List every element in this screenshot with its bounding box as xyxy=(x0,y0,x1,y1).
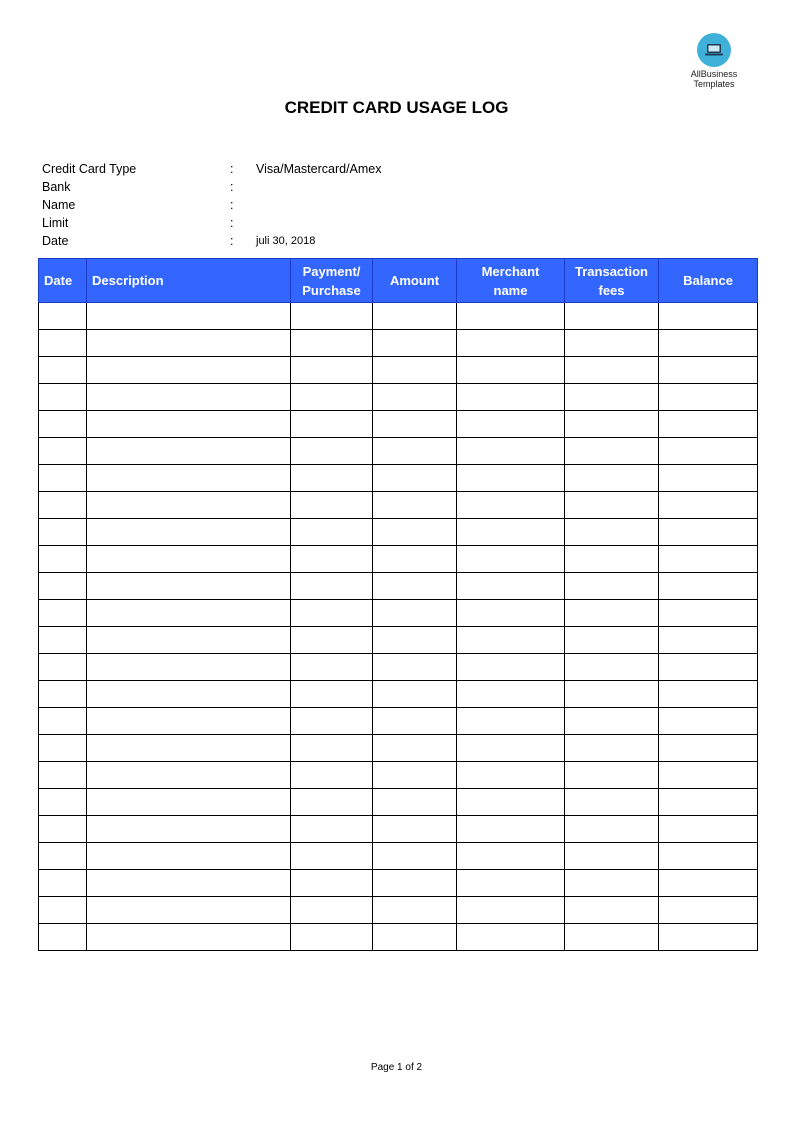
cell-transaction-fees[interactable] xyxy=(565,789,659,816)
info-row-limit xyxy=(42,214,542,232)
cell-payment-purchase[interactable] xyxy=(291,303,373,330)
cell-amount[interactable] xyxy=(373,330,457,357)
cell-amount[interactable] xyxy=(373,843,457,870)
cell-amount[interactable] xyxy=(373,654,457,681)
cell-description[interactable] xyxy=(87,600,291,627)
cell-date[interactable] xyxy=(39,438,87,465)
cell-payment-purchase[interactable] xyxy=(291,492,373,519)
cell-transaction-fees[interactable] xyxy=(565,897,659,924)
cell-transaction-fees[interactable] xyxy=(565,519,659,546)
table-row xyxy=(39,654,758,681)
cell-date[interactable] xyxy=(39,492,87,519)
cell-payment-purchase[interactable] xyxy=(291,897,373,924)
info-row-name xyxy=(42,196,542,214)
table-row xyxy=(39,816,758,843)
cell-amount[interactable] xyxy=(373,303,457,330)
cell-balance[interactable] xyxy=(659,924,758,951)
cell-date[interactable] xyxy=(39,816,87,843)
cell-merchant-name[interactable] xyxy=(457,654,565,681)
cell-merchant-name[interactable] xyxy=(457,843,565,870)
cell-payment-purchase[interactable] xyxy=(291,465,373,492)
cell-description[interactable] xyxy=(87,627,291,654)
table-row xyxy=(39,492,758,519)
cell-description[interactable] xyxy=(87,303,291,330)
cell-date[interactable] xyxy=(39,654,87,681)
cell-payment-purchase[interactable] xyxy=(291,681,373,708)
cell-merchant-name[interactable] xyxy=(457,681,565,708)
cell-balance[interactable] xyxy=(659,600,758,627)
cell-merchant-name[interactable] xyxy=(457,924,565,951)
cell-merchant-name[interactable] xyxy=(457,519,565,546)
cell-date[interactable] xyxy=(39,465,87,492)
cell-transaction-fees[interactable] xyxy=(565,735,659,762)
cell-date[interactable] xyxy=(39,735,87,762)
cell-balance[interactable] xyxy=(659,546,758,573)
cell-merchant-name[interactable] xyxy=(457,816,565,843)
name-label: Name xyxy=(42,198,76,212)
cell-date[interactable] xyxy=(39,897,87,924)
cell-balance[interactable] xyxy=(659,384,758,411)
cell-date[interactable] xyxy=(39,789,87,816)
table-row xyxy=(39,303,758,330)
cell-description[interactable] xyxy=(87,546,291,573)
cell-date[interactable] xyxy=(39,519,87,546)
cell-balance[interactable] xyxy=(659,870,758,897)
cell-date[interactable] xyxy=(39,600,87,627)
cell-transaction-fees[interactable] xyxy=(565,600,659,627)
cell-payment-purchase[interactable] xyxy=(291,330,373,357)
column-header-date: Date xyxy=(39,259,87,303)
cell-transaction-fees[interactable] xyxy=(565,924,659,951)
cell-balance[interactable] xyxy=(659,519,758,546)
cell-payment-purchase[interactable] xyxy=(291,789,373,816)
cell-transaction-fees[interactable] xyxy=(565,816,659,843)
cell-date[interactable] xyxy=(39,627,87,654)
cell-payment-purchase[interactable] xyxy=(291,870,373,897)
table-header-row xyxy=(39,259,758,303)
cell-description[interactable] xyxy=(87,492,291,519)
cell-description[interactable] xyxy=(87,519,291,546)
cell-amount[interactable] xyxy=(373,897,457,924)
cell-payment-purchase[interactable] xyxy=(291,573,373,600)
cell-date[interactable] xyxy=(39,762,87,789)
cell-date[interactable] xyxy=(39,357,87,384)
cell-date[interactable] xyxy=(39,708,87,735)
cell-payment-purchase[interactable] xyxy=(291,816,373,843)
table-row xyxy=(39,357,758,384)
cell-transaction-fees[interactable] xyxy=(565,627,659,654)
cell-transaction-fees[interactable] xyxy=(565,843,659,870)
cell-amount[interactable] xyxy=(373,357,457,384)
table-row xyxy=(39,546,758,573)
cell-merchant-name[interactable] xyxy=(457,546,565,573)
cell-merchant-name[interactable] xyxy=(457,708,565,735)
cell-balance[interactable] xyxy=(659,627,758,654)
cell-merchant-name[interactable] xyxy=(457,303,565,330)
cell-description[interactable] xyxy=(87,870,291,897)
cell-merchant-name[interactable] xyxy=(457,411,565,438)
cell-merchant-name[interactable] xyxy=(457,627,565,654)
cell-description[interactable] xyxy=(87,573,291,600)
cell-amount[interactable] xyxy=(373,573,457,600)
table-row xyxy=(39,411,758,438)
usage-log-table xyxy=(38,258,758,951)
page-title: CREDIT CARD USAGE LOG xyxy=(284,98,509,117)
cell-transaction-fees[interactable] xyxy=(565,654,659,681)
cell-payment-purchase[interactable] xyxy=(291,438,373,465)
cell-balance[interactable] xyxy=(659,681,758,708)
cell-transaction-fees[interactable] xyxy=(565,870,659,897)
cell-transaction-fees[interactable] xyxy=(565,465,659,492)
cell-merchant-name[interactable] xyxy=(457,330,565,357)
date-value[interactable]: juli 30, 2018 xyxy=(256,235,316,247)
cell-amount[interactable] xyxy=(373,681,457,708)
table-row xyxy=(39,735,758,762)
info-row-bank xyxy=(42,178,542,196)
cell-description[interactable] xyxy=(87,438,291,465)
cell-transaction-fees[interactable] xyxy=(565,708,659,735)
cell-transaction-fees[interactable] xyxy=(565,384,659,411)
cell-merchant-name[interactable] xyxy=(457,465,565,492)
cell-payment-purchase[interactable] xyxy=(291,843,373,870)
cell-date[interactable] xyxy=(39,546,87,573)
cell-payment-purchase[interactable] xyxy=(291,762,373,789)
cell-description[interactable] xyxy=(87,357,291,384)
cell-payment-purchase[interactable] xyxy=(291,384,373,411)
cell-description[interactable] xyxy=(87,384,291,411)
cell-merchant-name[interactable] xyxy=(457,357,565,384)
cell-transaction-fees[interactable] xyxy=(565,303,659,330)
table-row xyxy=(39,870,758,897)
cell-transaction-fees[interactable] xyxy=(565,438,659,465)
cell-amount[interactable] xyxy=(373,735,457,762)
cell-balance[interactable] xyxy=(659,411,758,438)
cell-description[interactable] xyxy=(87,330,291,357)
column-header-payment-purchase: Payment/ Purchase xyxy=(291,259,373,303)
cell-balance[interactable] xyxy=(659,735,758,762)
colon: : xyxy=(230,162,234,176)
table-row xyxy=(39,681,758,708)
cell-merchant-name[interactable] xyxy=(457,438,565,465)
cell-merchant-name[interactable] xyxy=(457,573,565,600)
cell-amount[interactable] xyxy=(373,438,457,465)
cell-payment-purchase[interactable] xyxy=(291,627,373,654)
cell-balance[interactable] xyxy=(659,357,758,384)
colon: : xyxy=(230,198,234,212)
table-row xyxy=(39,897,758,924)
cell-merchant-name[interactable] xyxy=(457,384,565,411)
cell-payment-purchase[interactable] xyxy=(291,411,373,438)
card-type-value[interactable]: Visa/Mastercard/Amex xyxy=(256,162,382,176)
cell-merchant-name[interactable] xyxy=(457,735,565,762)
page-number: Page 1 of 2 xyxy=(370,1062,423,1073)
table-row xyxy=(39,924,758,951)
cell-date[interactable] xyxy=(39,924,87,951)
cell-balance[interactable] xyxy=(659,708,758,735)
cell-amount[interactable] xyxy=(373,924,457,951)
table-row xyxy=(39,330,758,357)
logo xyxy=(672,33,756,89)
column-header-merchant-name: Merchant name xyxy=(457,259,565,303)
cell-transaction-fees[interactable] xyxy=(565,357,659,384)
cell-balance[interactable] xyxy=(659,843,758,870)
cell-description[interactable] xyxy=(87,762,291,789)
cell-transaction-fees[interactable] xyxy=(565,762,659,789)
card-type-label: Credit Card Type xyxy=(42,162,137,176)
cell-balance[interactable] xyxy=(659,465,758,492)
cell-description[interactable] xyxy=(87,816,291,843)
cell-payment-purchase[interactable] xyxy=(291,708,373,735)
cell-transaction-fees[interactable] xyxy=(565,573,659,600)
cell-amount[interactable] xyxy=(373,816,457,843)
cell-balance[interactable] xyxy=(659,303,758,330)
cell-balance[interactable] xyxy=(659,654,758,681)
bank-label: Bank xyxy=(42,180,71,194)
column-header-balance: Balance xyxy=(659,259,758,303)
table-row xyxy=(39,384,758,411)
cell-description[interactable] xyxy=(87,789,291,816)
cell-transaction-fees[interactable] xyxy=(565,411,659,438)
cell-balance[interactable] xyxy=(659,897,758,924)
table-row xyxy=(39,762,758,789)
cell-description[interactable] xyxy=(87,897,291,924)
cell-payment-purchase[interactable] xyxy=(291,519,373,546)
cell-payment-purchase[interactable] xyxy=(291,735,373,762)
cell-date[interactable] xyxy=(39,303,87,330)
cell-transaction-fees[interactable] xyxy=(565,492,659,519)
card-info xyxy=(42,160,542,250)
cell-balance[interactable] xyxy=(659,789,758,816)
column-header-transaction-fees: Transaction fees xyxy=(565,259,659,303)
date-label: Date xyxy=(42,234,69,248)
cell-description[interactable] xyxy=(87,681,291,708)
cell-description[interactable] xyxy=(87,411,291,438)
cell-balance[interactable] xyxy=(659,762,758,789)
cell-transaction-fees[interactable] xyxy=(565,546,659,573)
table-row xyxy=(39,789,758,816)
cell-merchant-name[interactable] xyxy=(457,897,565,924)
cell-date[interactable] xyxy=(39,843,87,870)
table-row xyxy=(39,843,758,870)
cell-amount[interactable] xyxy=(373,708,457,735)
cell-amount[interactable] xyxy=(373,789,457,816)
cell-description[interactable] xyxy=(87,924,291,951)
cell-payment-purchase[interactable] xyxy=(291,546,373,573)
cell-payment-purchase[interactable] xyxy=(291,600,373,627)
column-header-description: Description xyxy=(87,259,291,303)
cell-date[interactable] xyxy=(39,411,87,438)
limit-label: Limit xyxy=(42,216,69,230)
cell-balance[interactable] xyxy=(659,492,758,519)
cell-balance[interactable] xyxy=(659,816,758,843)
column-header-amount: Amount xyxy=(373,259,457,303)
cell-payment-purchase[interactable] xyxy=(291,357,373,384)
cell-amount[interactable] xyxy=(373,870,457,897)
cell-amount[interactable] xyxy=(373,519,457,546)
cell-date[interactable] xyxy=(39,681,87,708)
cell-merchant-name[interactable] xyxy=(457,789,565,816)
colon: : xyxy=(230,234,234,248)
table-row xyxy=(39,600,758,627)
cell-date[interactable] xyxy=(39,870,87,897)
cell-amount[interactable] xyxy=(373,762,457,789)
cell-date[interactable] xyxy=(39,573,87,600)
cell-amount[interactable] xyxy=(373,492,457,519)
cell-balance[interactable] xyxy=(659,573,758,600)
cell-transaction-fees[interactable] xyxy=(565,681,659,708)
cell-description[interactable] xyxy=(87,843,291,870)
table-row xyxy=(39,627,758,654)
cell-transaction-fees[interactable] xyxy=(565,330,659,357)
cell-amount[interactable] xyxy=(373,465,457,492)
cell-description[interactable] xyxy=(87,654,291,681)
cell-description[interactable] xyxy=(87,735,291,762)
cell-description[interactable] xyxy=(87,708,291,735)
cell-amount[interactable] xyxy=(373,600,457,627)
cell-balance[interactable] xyxy=(659,330,758,357)
cell-amount[interactable] xyxy=(373,546,457,573)
table-row xyxy=(39,708,758,735)
cell-balance[interactable] xyxy=(659,438,758,465)
table-row xyxy=(39,438,758,465)
cell-amount[interactable] xyxy=(373,384,457,411)
info-row-date xyxy=(42,232,542,250)
table-row xyxy=(39,465,758,492)
cell-merchant-name[interactable] xyxy=(457,870,565,897)
cell-payment-purchase[interactable] xyxy=(291,924,373,951)
cell-merchant-name[interactable] xyxy=(457,600,565,627)
table-row xyxy=(39,519,758,546)
info-row-card-type xyxy=(42,160,542,178)
colon: : xyxy=(230,216,234,230)
cell-date[interactable] xyxy=(39,330,87,357)
cell-description[interactable] xyxy=(87,465,291,492)
cell-date[interactable] xyxy=(39,384,87,411)
table-row xyxy=(39,573,758,600)
cell-payment-purchase[interactable] xyxy=(291,654,373,681)
laptop-icon xyxy=(697,33,731,67)
cell-amount[interactable] xyxy=(373,627,457,654)
cell-amount[interactable] xyxy=(373,411,457,438)
cell-merchant-name[interactable] xyxy=(457,762,565,789)
cell-merchant-name[interactable] xyxy=(457,492,565,519)
colon: : xyxy=(230,180,234,194)
logo-text: AllBusiness Templates xyxy=(690,69,738,89)
